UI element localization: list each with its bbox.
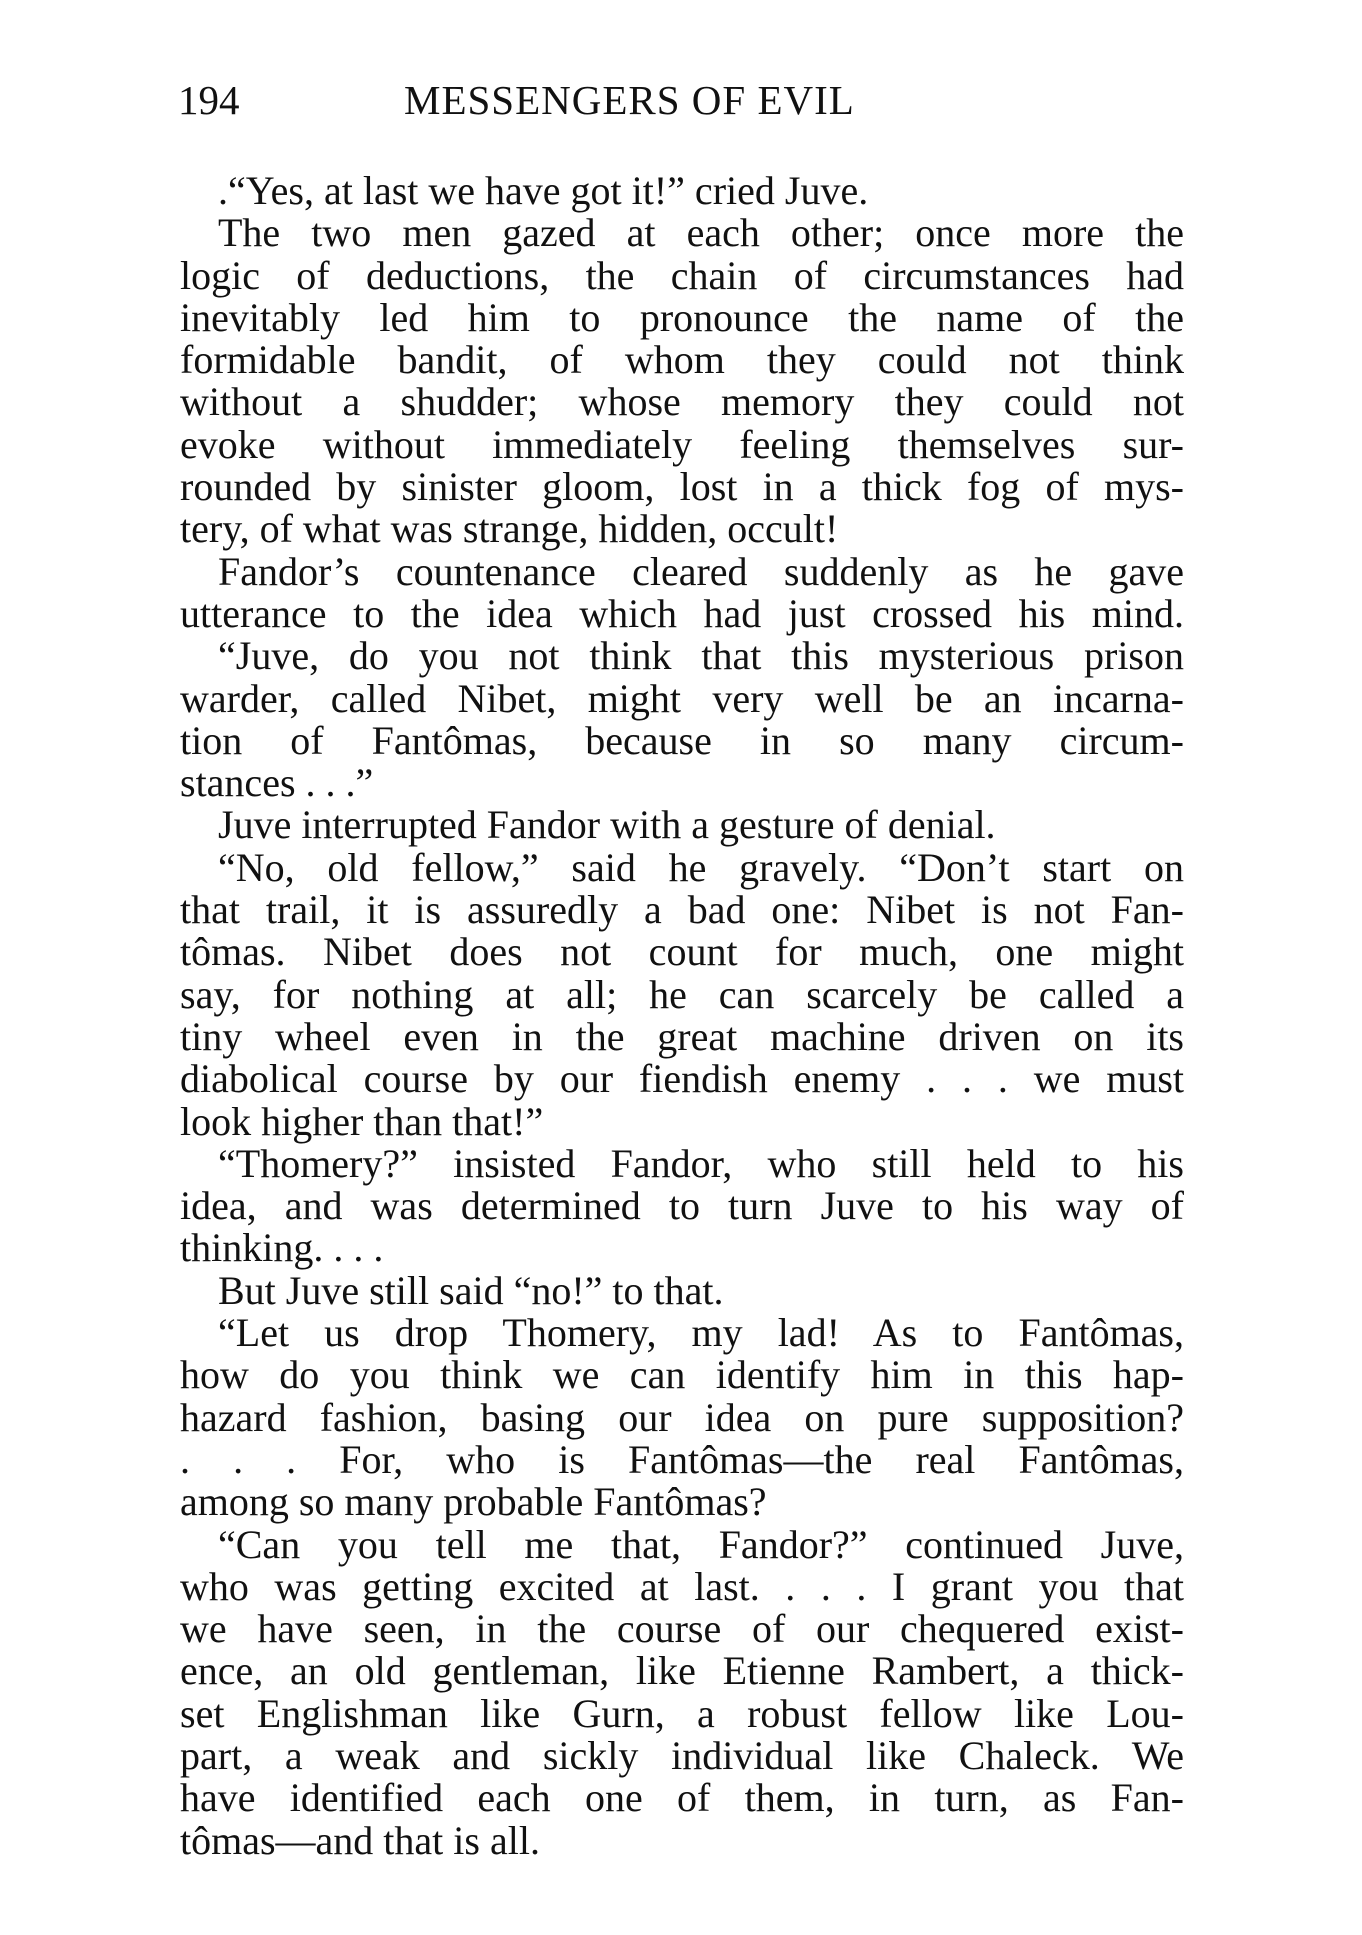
text-line: who was getting excited at last. . . . I grant you that <box>180 1563 1184 1609</box>
text-line: thinking. . . . <box>180 1225 384 1271</box>
text-line: But Juve still said “no!” to that. <box>218 1267 724 1313</box>
text-line: inevitably led him to pronounce the name of the <box>180 294 1184 340</box>
text-line: “Let us drop Thomery, my lad! As to Fantômas, <box>218 1310 1184 1356</box>
page-header <box>178 70 1186 130</box>
text-line: tômas. Nibet does not count for much, one might <box>180 929 1184 975</box>
text-line: tômas—and that is all. <box>180 1817 540 1863</box>
text-line: evoke without immediately feeling themselves sur- <box>180 421 1184 467</box>
text-line: formidable bandit, of whom they could not think <box>180 337 1184 383</box>
text-line: .“Yes, at last we have got it!” cried Juve. <box>218 168 869 213</box>
text-line: ence, an old gentleman, like Etienne Rambert, a thick- <box>180 1648 1184 1694</box>
text-line: stances . . .” <box>180 760 374 806</box>
text-line: “Juve, do you not think that this mysterious prison <box>218 633 1184 679</box>
text-line: hazard fashion, basing our idea on pure supposition? <box>180 1394 1184 1440</box>
text-line: diabolical course by our fiendish enemy . . . we must <box>180 1056 1184 1102</box>
text-line: we have seen, in the course of our chequered exist- <box>180 1606 1184 1652</box>
text-line: The two men gazed at each other; once more the <box>218 210 1184 256</box>
text-line: “No, old fellow,” said he gravely. “Don’t start on <box>218 844 1184 890</box>
body-text <box>180 170 1184 1862</box>
text-line: say, for nothing at all; he can scarcely be called a <box>180 971 1184 1017</box>
text-line: Juve interrupted Fandor with a gesture of denial. <box>218 802 996 848</box>
text-line: tiny wheel even in the great machine driven on its <box>180 1013 1184 1059</box>
text-line: warder, called Nibet, might very well be an incarna- <box>180 675 1184 721</box>
text-line: rounded by sinister gloom, lost in a thick fog of mys- <box>180 464 1184 510</box>
page-number: 194 <box>178 77 240 123</box>
running-head: MESSENGERS OF EVIL <box>404 77 855 123</box>
text-line: have identified each one of them, in turn, as Fan- <box>180 1775 1184 1821</box>
text-line: how do you think we can identify him in this hap- <box>180 1352 1184 1398</box>
text-line: . . . For, who is Fantômas—the real Fantômas, <box>180 1436 1184 1482</box>
text-line: that trail, it is assuredly a bad one: Nibet is not Fan- <box>180 887 1184 933</box>
text-line: idea, and was determined to turn Juve to his way of <box>180 1183 1184 1229</box>
text-line: tery, of what was strange, hidden, occult! <box>180 506 839 552</box>
text-line: without a shudder; whose memory they could not <box>180 379 1184 425</box>
text-line: set Englishman like Gurn, a robust fellow like Lou- <box>180 1690 1184 1736</box>
text-line: “Thomery?” insisted Fandor, who still held to his <box>218 1140 1184 1186</box>
text-line: “Can you tell me that, Fandor?” continued Juve, <box>218 1521 1184 1567</box>
text-line: logic of deductions, the chain of circumstances had <box>180 252 1184 298</box>
text-line: Fandor’s countenance cleared suddenly as he gave <box>218 548 1184 594</box>
text-line: look higher than that!” <box>180 1098 544 1144</box>
text-line: utterance to the idea which had just crossed his mind. <box>180 590 1184 636</box>
text-line: tion of Fantômas, because in so many circum- <box>180 717 1184 763</box>
text-line: among so many probable Fantômas? <box>180 1479 767 1525</box>
text-line: part, a weak and sickly individual like Chaleck. We <box>180 1732 1184 1778</box>
